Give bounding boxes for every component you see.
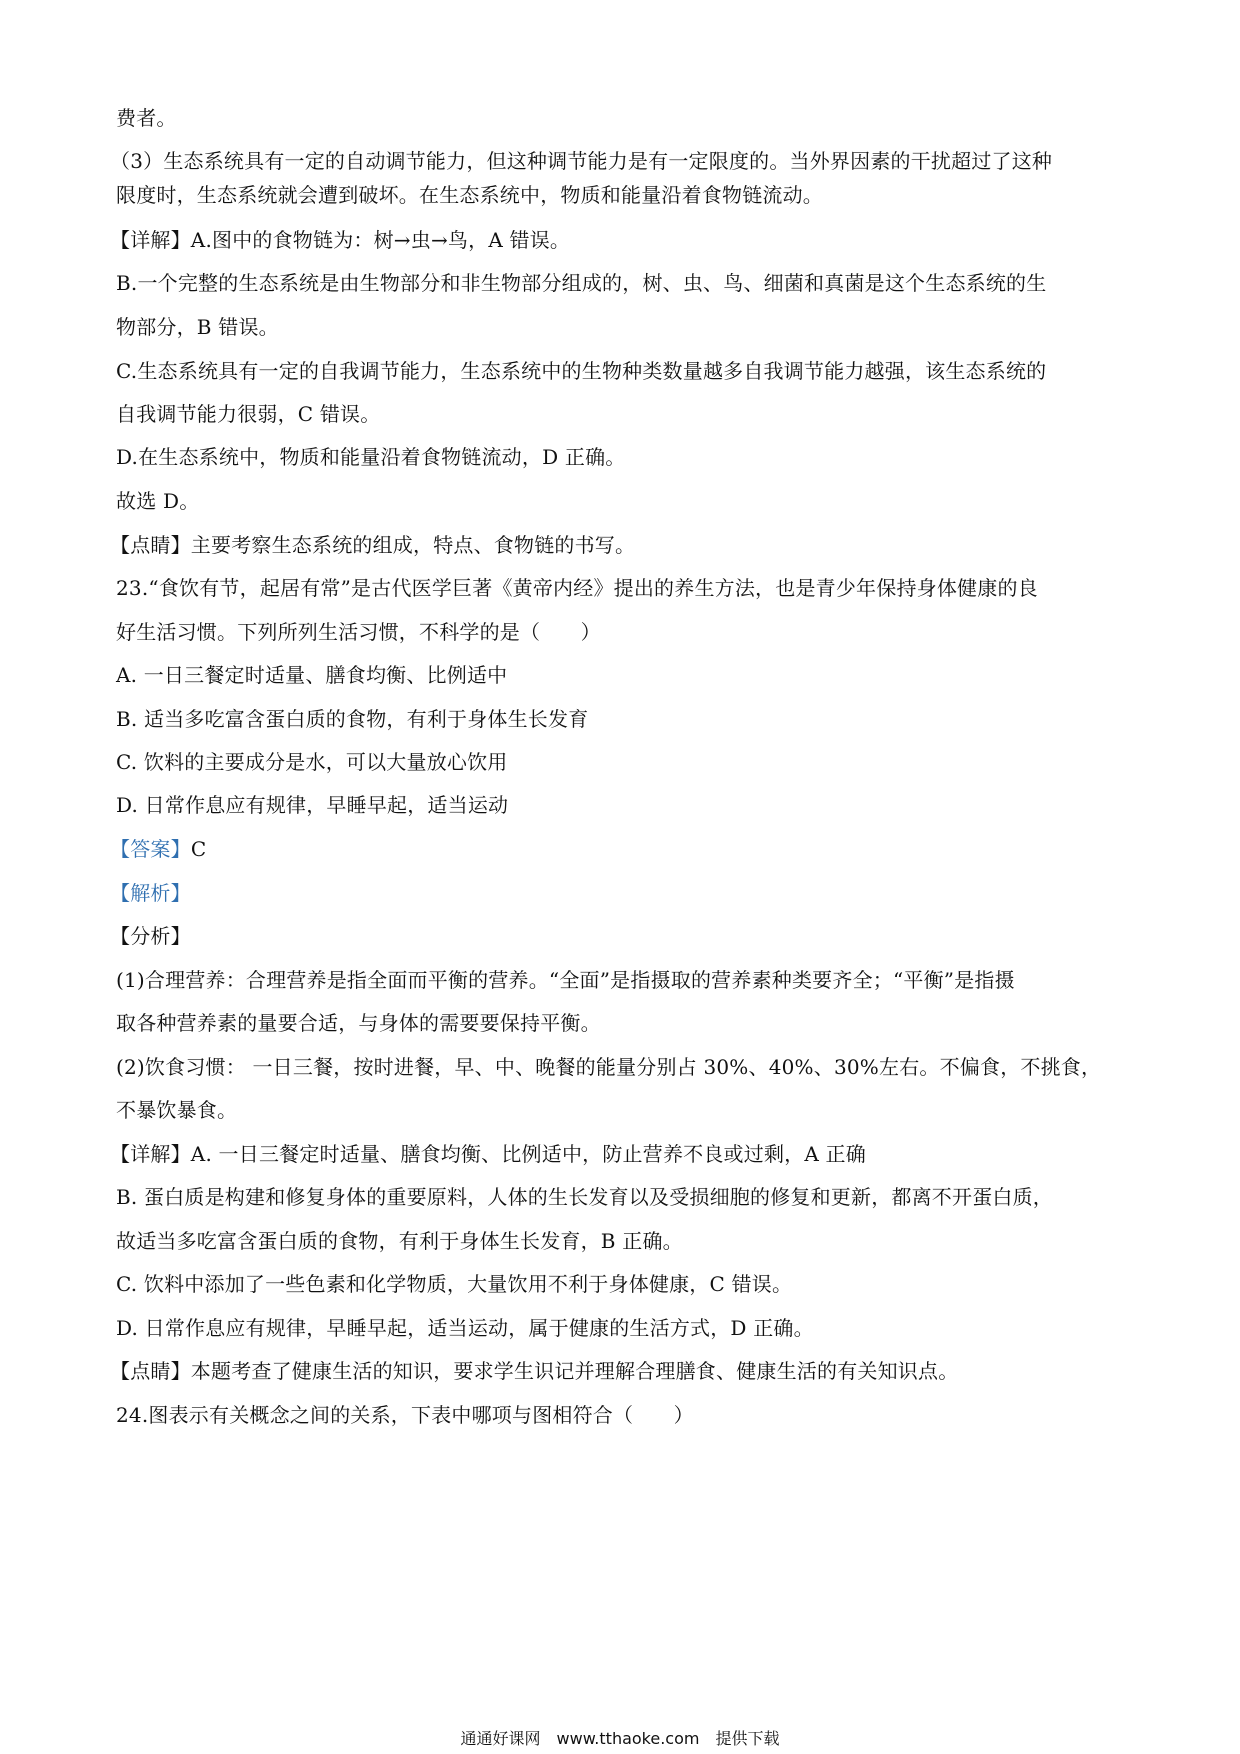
text-line: 限度时，生态系统就会遭到破坏。在生态系统中，物质和能量沿着食物链流动。: [116, 183, 823, 207]
answer-line: [110, 835, 206, 863]
answer-value: C: [190, 837, 207, 861]
text-line: B.一个完整的生态系统是由生物部分和非生物部分组成的，树、虫、鸟、细菌和真菌是这个生态系统的生: [116, 271, 1047, 295]
text-line: （3）生态系统具有一定的自动调节能力，但这种调节能力是有一定限度的。当外界因素的干扰超过了这种: [110, 149, 1053, 173]
text-line: 【详解】A.图中的食物链为：树→虫→鸟，A 错误。: [110, 228, 571, 252]
text-line: D. 日常作息应有规律，早睡早起，适当运动，属于健康的生活方式，D 正确。: [116, 1316, 814, 1340]
text-line: 不暴饮暴食。: [116, 1098, 238, 1122]
text-line: D.在生态系统中，物质和能量沿着食物链流动，D 正确。: [116, 445, 626, 469]
option-c: C. 饮料的主要成分是水，可以大量放心饮用: [116, 750, 508, 774]
analysis-label: 【解析】: [110, 881, 191, 905]
question-23-stem: 好生活习惯。下列所列生活习惯，不科学的是（ ）: [116, 620, 601, 644]
answer-label: 【答案】: [110, 837, 191, 861]
text-line: C.生态系统具有一定的自我调节能力，生态系统中的生物种类数量越多自我调节能力越强，该生态系统的: [116, 359, 1047, 383]
question-24-stem: 24.图表示有关概念之间的关系，下表中哪项与图相符合（ ）: [116, 1403, 694, 1427]
text-line: (2)饮食习惯： 一日三餐，按时进餐，早、中、晚餐的能量分别占 30%、40%、30%左右。不偏食，不挑食，: [116, 1055, 1102, 1079]
text-line: (1)合理营养：合理营养是指全面而平衡的营养。“全面”是指摄取的营养素种类要齐全；“平衡”是指摄: [116, 968, 1015, 992]
fenxi-label: 【分析】: [110, 924, 191, 948]
question-23-stem: 23.“食饮有节，起居有常”是古代医学巨著《黄帝内经》提出的养生方法，也是青少年保持身体健康的良: [116, 576, 1038, 600]
text-line: 取各种营养素的量要合适，与身体的需要要保持平衡。: [116, 1011, 601, 1035]
text-line: 费者。: [116, 106, 177, 130]
text-line: 自我调节能力很弱，C 错误。: [116, 402, 381, 426]
text-line: C. 饮料中添加了一些色素和化学物质，大量饮用不利于身体健康，C 错误。: [116, 1272, 793, 1296]
option-b: B. 适当多吃富含蛋白质的食物，有利于身体生长发育: [116, 707, 589, 731]
text-line: 【详解】A. 一日三餐定时适量、膳食均衡、比例适中，防止营养不良或过剩，A 正确: [110, 1142, 866, 1166]
page-footer: 通通好课网 www.tthaoke.com 提供下载: [460, 1729, 780, 1748]
option-a: A. 一日三餐定时适量、膳食均衡、比例适中: [116, 663, 508, 687]
text-line: B. 蛋白质是构建和修复身体的重要原料，人体的生长发育以及受损细胞的修复和更新，都离不开蛋白质，: [116, 1185, 1054, 1209]
text-line: 物部分，B 错误。: [116, 315, 279, 339]
option-d: D. 日常作息应有规律，早睡早起，适当运动: [116, 793, 509, 817]
text-line: 【点睛】本题考查了健康生活的知识，要求学生识记并理解合理膳食、健康生活的有关知识点。: [110, 1359, 959, 1383]
text-line: 【点睛】主要考察生态系统的组成，特点、食物链的书写。: [110, 533, 636, 557]
text-line: 故选 D。: [116, 489, 200, 513]
text-line: 故适当多吃富含蛋白质的食物，有利于身体生长发育，B 正确。: [116, 1229, 683, 1253]
